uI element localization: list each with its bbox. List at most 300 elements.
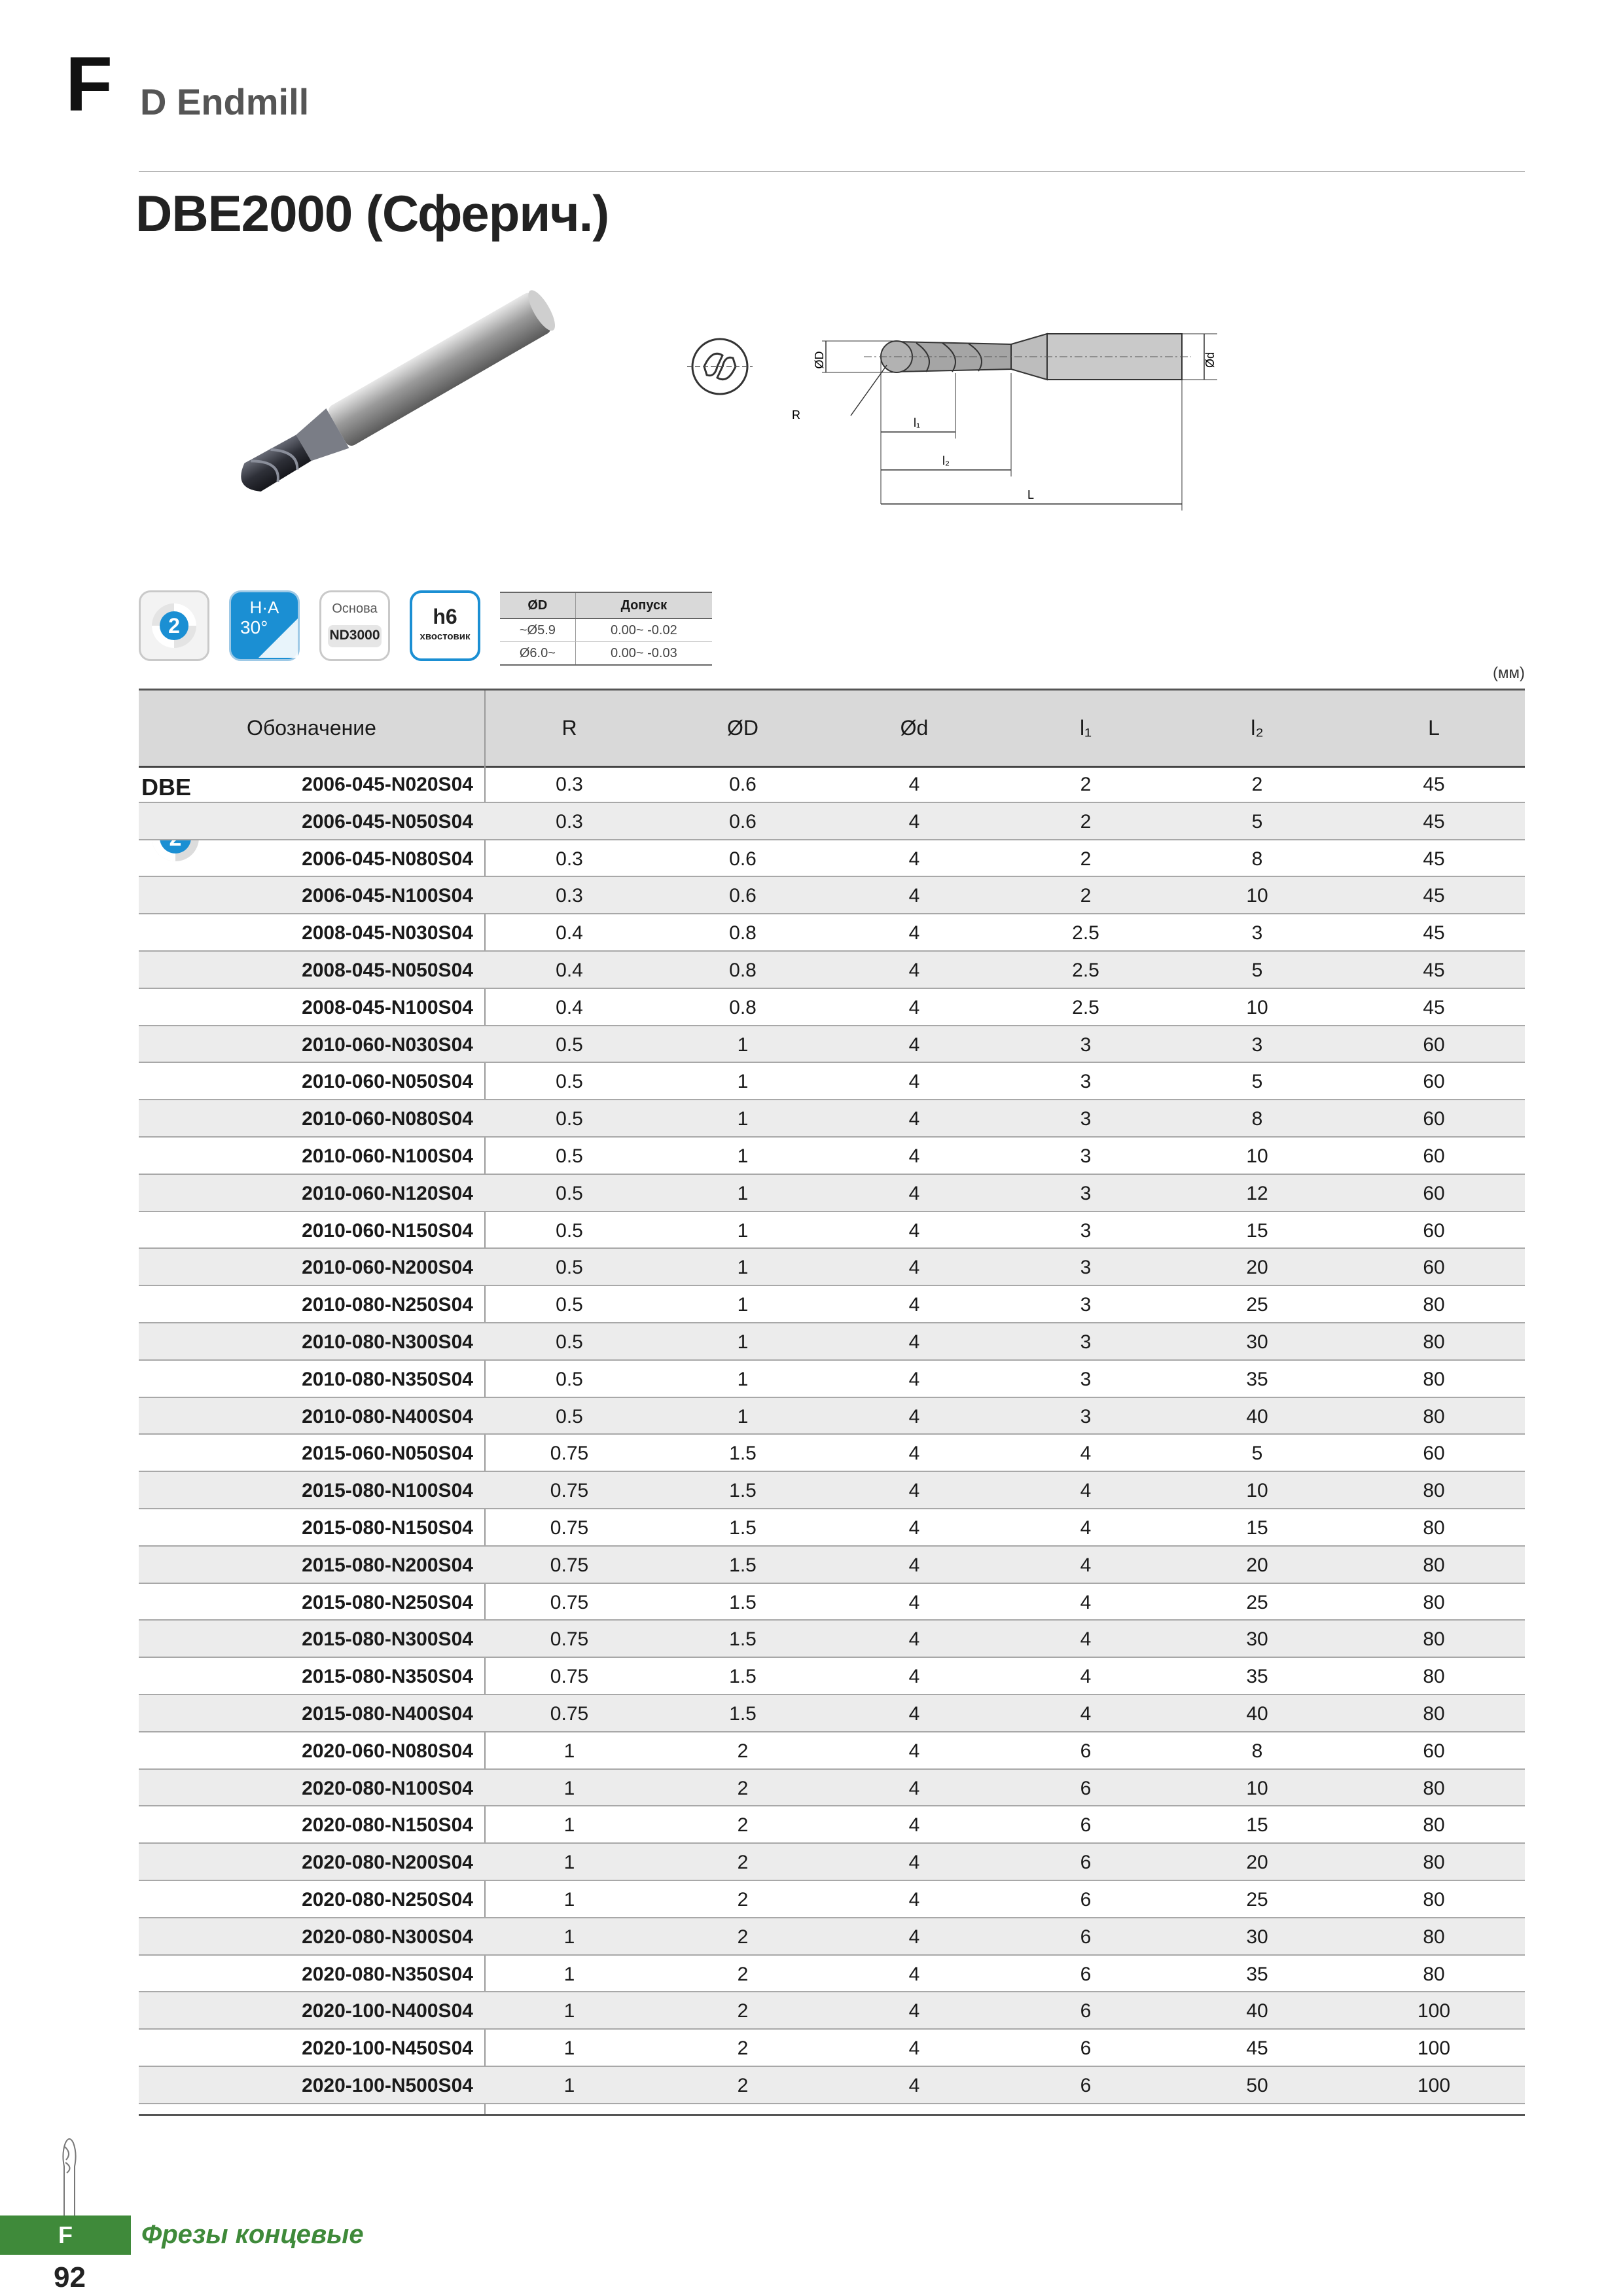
D-cell: 1	[737, 1108, 749, 1130]
l1-cell: 3	[1080, 1033, 1092, 1056]
designation-cell: 2008-045-N030S04	[302, 922, 473, 944]
d-cell: 4	[908, 1963, 920, 1985]
l2-cell: 50	[1246, 2074, 1268, 2096]
substrate-icon	[319, 590, 390, 661]
table-row	[139, 2030, 1525, 2067]
D-cell: 1	[737, 1294, 749, 1316]
table-row	[139, 1323, 1525, 1361]
designation-cell: 2010-080-N350S04	[302, 1368, 473, 1390]
designation-cell: 2015-080-N350S04	[302, 1666, 473, 1688]
L-cell: 80	[1423, 1702, 1445, 1725]
designation-cell: 2015-080-N100S04	[302, 1480, 473, 1502]
L-cell: 45	[1423, 922, 1445, 944]
d-cell: 4	[908, 1108, 920, 1130]
l2-cell: 25	[1246, 1294, 1268, 1316]
col-header-D: ØD	[727, 716, 758, 740]
table-row	[139, 1435, 1525, 1472]
D-cell: 0.8	[729, 922, 757, 944]
d-cell: 4	[908, 922, 920, 944]
l1-cell: 2.5	[1072, 959, 1099, 981]
col-header-l2: l₂	[1251, 716, 1264, 740]
d-cell: 4	[908, 1666, 920, 1688]
l1-cell: 3	[1080, 1294, 1092, 1316]
l1-cell: 2	[1080, 810, 1092, 833]
l1-cell: 6	[1080, 1852, 1092, 1874]
table-header	[139, 691, 1525, 768]
table-row	[139, 1658, 1525, 1695]
designation-cell: 2006-045-N100S04	[302, 885, 473, 907]
l1-cell: 6	[1080, 1740, 1092, 1762]
L-cell: 80	[1423, 1480, 1445, 1502]
R-cell: 1	[563, 1963, 575, 1985]
D-cell: 1	[737, 1368, 749, 1390]
L-cell: 45	[1423, 774, 1445, 795]
R-cell: 1	[563, 1777, 575, 1799]
R-cell: 0.5	[556, 1145, 583, 1167]
designation-cell: 2010-060-N050S04	[302, 1071, 473, 1093]
l1-cell: 6	[1080, 1777, 1092, 1799]
table-row	[139, 1770, 1525, 1807]
l2-cell: 2	[1251, 774, 1263, 795]
D-cell: 2	[737, 2037, 749, 2060]
l2-cell: 35	[1246, 1368, 1268, 1390]
R-cell: 0.4	[556, 996, 583, 1018]
d-cell: 4	[908, 1926, 920, 1948]
dim-L-label: L	[1027, 488, 1035, 501]
l2-cell: 10	[1246, 1145, 1268, 1167]
table-row	[139, 1695, 1525, 1732]
R-cell: 1	[563, 1814, 575, 1837]
designation-cell: 2010-080-N250S04	[302, 1294, 473, 1316]
d-cell: 4	[908, 1591, 920, 1613]
L-cell: 80	[1423, 1516, 1445, 1539]
L-cell: 80	[1423, 1554, 1445, 1576]
table-row	[139, 1472, 1525, 1509]
R-cell: 0.75	[550, 1702, 589, 1725]
designation-cell: 2015-080-N250S04	[302, 1591, 473, 1613]
R-cell: 0.75	[550, 1516, 589, 1539]
D-cell: 2	[737, 1963, 749, 1985]
D-cell: 0.8	[729, 996, 757, 1018]
table-row	[139, 840, 1525, 878]
l1-cell: 4	[1080, 1480, 1092, 1502]
L-cell: 80	[1423, 1777, 1445, 1799]
D-cell: 2	[737, 1777, 749, 1799]
l1-cell: 3	[1080, 1071, 1092, 1093]
l1-cell: 4	[1080, 1554, 1092, 1576]
product-table-body	[139, 766, 1525, 2104]
D-cell: 0.6	[729, 885, 757, 907]
table-row	[139, 1621, 1525, 1658]
d-cell: 4	[908, 2000, 920, 2022]
D-cell: 1.5	[729, 1554, 757, 1576]
d-cell: 4	[908, 1405, 920, 1427]
d-cell: 4	[908, 1071, 920, 1093]
l2-cell: 40	[1246, 2000, 1268, 2022]
l1-cell: 3	[1080, 1182, 1092, 1204]
designation-cell: 2010-060-N120S04	[302, 1182, 473, 1204]
tol-header-tolerance: Допуск	[575, 592, 712, 619]
designation-cell: 2020-060-N080S04	[302, 1740, 473, 1762]
L-cell: 80	[1423, 1926, 1445, 1948]
L-cell: 80	[1423, 1331, 1445, 1353]
L-cell: 60	[1423, 1219, 1445, 1242]
R-cell: 0.5	[556, 1108, 583, 1130]
L-cell: 60	[1423, 1033, 1445, 1056]
d-cell: 4	[908, 1368, 920, 1390]
table-row	[139, 1992, 1525, 2030]
D-cell: 1.5	[729, 1443, 757, 1465]
l1-cell: 4	[1080, 1702, 1092, 1725]
R-cell: 1	[563, 2074, 575, 2096]
l1-cell: 6	[1080, 1963, 1092, 1985]
footer-section-label: Фрезы концевые	[141, 2220, 364, 2249]
L-cell: 80	[1423, 1814, 1445, 1837]
designation-cell: 2020-100-N400S04	[302, 2000, 473, 2022]
L-cell: 45	[1423, 996, 1445, 1018]
table-row	[139, 1584, 1525, 1621]
L-cell: 80	[1423, 1666, 1445, 1688]
flute-count-icon	[139, 590, 209, 661]
l2-cell: 10	[1246, 996, 1268, 1018]
R-cell: 0.5	[556, 1257, 583, 1279]
l2-cell: 10	[1246, 885, 1268, 907]
L-cell: 45	[1423, 810, 1445, 833]
L-cell: 45	[1423, 959, 1445, 981]
tol-cell: ~Ø5.9	[500, 619, 575, 642]
table-row	[139, 1547, 1525, 1584]
R-cell: 1	[563, 1852, 575, 1874]
table-row	[139, 1026, 1525, 1064]
table-row	[139, 877, 1525, 914]
l2-cell: 5	[1251, 959, 1263, 981]
d-cell: 4	[908, 1033, 920, 1056]
D-cell: 2	[737, 2074, 749, 2096]
R-cell: 0.4	[556, 922, 583, 944]
l2-cell: 20	[1246, 1554, 1268, 1576]
l1-cell: 6	[1080, 1926, 1092, 1948]
table-row	[139, 803, 1525, 840]
designation-cell: 2020-080-N350S04	[302, 1963, 473, 1985]
d-cell: 4	[908, 959, 920, 981]
tol-cell: Ø6.0~	[500, 642, 575, 666]
footer-section-tab: F	[0, 2215, 131, 2255]
l1-cell: 4	[1080, 1443, 1092, 1465]
D-cell: 2	[737, 1852, 749, 1874]
designation-cell: 2015-060-N050S04	[302, 1443, 473, 1465]
D-cell: 1.5	[729, 1666, 757, 1688]
dimension-drawing	[785, 308, 1440, 524]
tol-cell: 0.00~ -0.03	[575, 642, 712, 666]
R-cell: 0.75	[550, 1443, 589, 1465]
l2-cell: 20	[1246, 1257, 1268, 1279]
table-row	[139, 1806, 1525, 1844]
L-cell: 80	[1423, 1405, 1445, 1427]
R-cell: 1	[563, 2000, 575, 2022]
tolerance-table	[500, 592, 712, 666]
l2-cell: 40	[1246, 1405, 1268, 1427]
section-letter: F	[65, 41, 113, 128]
table-row	[139, 1138, 1525, 1175]
tol-cell: 0.00~ -0.02	[575, 619, 712, 642]
designation-cell: 2010-060-N200S04	[302, 1257, 473, 1279]
table-row	[139, 1100, 1525, 1138]
l2-cell: 35	[1246, 1963, 1268, 1985]
col-header-d: Ød	[900, 716, 929, 740]
l1-cell: 4	[1080, 1591, 1092, 1613]
L-cell: 60	[1423, 1740, 1445, 1762]
table-row	[139, 1881, 1525, 1918]
table-row	[139, 1509, 1525, 1547]
D-cell: 1.5	[729, 1702, 757, 1725]
D-cell: 1.5	[729, 1480, 757, 1502]
col-header-designation: Обозначение	[247, 716, 376, 740]
table-row	[139, 1918, 1525, 1956]
l1-cell: 3	[1080, 1405, 1092, 1427]
d-cell: 4	[908, 2037, 920, 2060]
L-cell: 80	[1423, 1852, 1445, 1874]
header-divider	[139, 171, 1525, 172]
D-cell: 2	[737, 2000, 749, 2022]
d-cell: 4	[908, 2074, 920, 2096]
l2-cell: 10	[1246, 1777, 1268, 1799]
table-row	[139, 1361, 1525, 1398]
l2-cell: 12	[1246, 1182, 1268, 1204]
l2-cell: 20	[1246, 1852, 1268, 1874]
l1-cell: 6	[1080, 2074, 1092, 2096]
designation-cell: 2008-045-N050S04	[302, 959, 473, 981]
D-cell: 1.5	[729, 1516, 757, 1539]
designation-cell: 2006-045-N020S04	[302, 774, 473, 795]
D-cell: 0.6	[729, 810, 757, 833]
l2-cell: 10	[1246, 1480, 1268, 1502]
designation-cell: 2010-080-N300S04	[302, 1331, 473, 1353]
R-cell: 0.5	[556, 1219, 583, 1242]
R-cell: 0.5	[556, 1071, 583, 1093]
R-cell: 0.5	[556, 1294, 583, 1316]
helix-angle-value: 30°	[240, 617, 268, 637]
L-cell: 60	[1423, 1182, 1445, 1204]
d-cell: 4	[908, 1182, 920, 1204]
l1-cell: 3	[1080, 1331, 1092, 1353]
L-cell: 80	[1423, 1963, 1445, 1985]
D-cell: 1	[737, 1071, 749, 1093]
designation-cell: 2010-060-N150S04	[302, 1219, 473, 1242]
designation-cell: 2020-100-N450S04	[302, 2037, 473, 2060]
table-row	[139, 766, 1525, 803]
l1-cell: 2	[1080, 885, 1092, 907]
table-row	[139, 1398, 1525, 1435]
helix-label: H·A	[249, 598, 279, 617]
table-bottom-rule	[139, 2114, 1525, 2116]
table-row	[139, 1212, 1525, 1249]
dim-R-label: R	[792, 408, 800, 422]
D-cell: 2	[737, 1888, 749, 1910]
L-cell: 100	[1417, 2074, 1451, 2096]
designation-cell: 2015-080-N400S04	[302, 1702, 473, 1725]
L-cell: 80	[1423, 1888, 1445, 1910]
L-cell: 80	[1423, 1294, 1445, 1316]
l1-cell: 3	[1080, 1257, 1092, 1279]
l2-cell: 40	[1246, 1702, 1268, 1725]
L-cell: 60	[1423, 1071, 1445, 1093]
l2-cell: 5	[1251, 810, 1263, 833]
D-cell: 1.5	[729, 1628, 757, 1651]
L-cell: 45	[1423, 848, 1445, 870]
R-cell: 0.3	[556, 810, 583, 833]
col-header-l1: l₁	[1080, 716, 1092, 740]
designation-cell: 2010-060-N100S04	[302, 1145, 473, 1167]
R-cell: 0.75	[550, 1591, 589, 1613]
endmill-photo	[196, 281, 589, 504]
R-cell: 1	[563, 2037, 575, 2060]
d-cell: 4	[908, 1257, 920, 1279]
R-cell: 0.5	[556, 1182, 583, 1204]
D-cell: 1	[737, 1257, 749, 1279]
dim-l1-label: l₁	[914, 416, 921, 429]
designation-cell: 2006-045-N080S04	[302, 848, 473, 870]
l2-cell: 3	[1251, 1033, 1263, 1056]
L-cell: 100	[1417, 2000, 1451, 2022]
designation-cell: 2020-080-N300S04	[302, 1926, 473, 1948]
l1-cell: 6	[1080, 2000, 1092, 2022]
col-header-L: L	[1428, 716, 1440, 740]
designation-cell: 2008-045-N100S04	[302, 996, 473, 1018]
l2-cell: 15	[1246, 1219, 1268, 1242]
D-cell: 0.8	[729, 959, 757, 981]
l1-cell: 2	[1080, 774, 1092, 795]
section-name: D Endmill	[140, 81, 310, 122]
l1-cell: 2.5	[1072, 996, 1099, 1018]
L-cell: 60	[1423, 1108, 1445, 1130]
D-cell: 1	[737, 1033, 749, 1056]
designation-cell: 2020-080-N250S04	[302, 1888, 473, 1910]
l2-cell: 8	[1251, 848, 1263, 870]
table-row	[139, 1286, 1525, 1323]
l2-cell: 5	[1251, 1071, 1263, 1093]
d-cell: 4	[908, 1294, 920, 1316]
L-cell: 60	[1423, 1443, 1445, 1465]
table-row	[139, 2067, 1525, 2104]
l1-cell: 2.5	[1072, 922, 1099, 944]
d-cell: 4	[908, 1443, 920, 1465]
l2-cell: 30	[1246, 1331, 1268, 1353]
l2-cell: 3	[1251, 922, 1263, 944]
d-cell: 4	[908, 1628, 920, 1651]
L-cell: 100	[1417, 2037, 1451, 2060]
R-cell: 0.5	[556, 1033, 583, 1056]
d-cell: 4	[908, 1777, 920, 1799]
designation-cell: 2015-080-N200S04	[302, 1554, 473, 1576]
R-cell: 0.4	[556, 959, 583, 981]
endmill-front-view	[681, 331, 759, 403]
L-cell: 80	[1423, 1591, 1445, 1613]
L-cell: 80	[1423, 1368, 1445, 1390]
l1-cell: 4	[1080, 1666, 1092, 1688]
l2-cell: 30	[1246, 1926, 1268, 1948]
R-cell: 0.75	[550, 1480, 589, 1502]
d-cell: 4	[908, 1554, 920, 1576]
d-cell: 4	[908, 1516, 920, 1539]
R-cell: 0.3	[556, 885, 583, 907]
D-cell: 1	[737, 1405, 749, 1427]
R-cell: 0.3	[556, 774, 583, 795]
page-title: DBE2000 (Сферич.)	[135, 185, 609, 242]
l1-cell: 3	[1080, 1368, 1092, 1390]
d-cell: 4	[908, 1145, 920, 1167]
l1-cell: 4	[1080, 1628, 1092, 1651]
tol-header-d: ØD	[500, 592, 575, 619]
l2-cell: 15	[1246, 1516, 1268, 1539]
D-cell: 1	[737, 1182, 749, 1204]
d-cell: 4	[908, 810, 920, 833]
L-cell: 60	[1423, 1145, 1445, 1167]
col-header-R: R	[562, 716, 577, 740]
D-cell: 1	[737, 1145, 749, 1167]
d-cell: 4	[908, 885, 920, 907]
table-row	[139, 1175, 1525, 1212]
shank-tolerance-icon	[410, 590, 480, 661]
substrate-value: ND3000	[329, 628, 380, 643]
d-cell: 4	[908, 1740, 920, 1762]
L-cell: 80	[1423, 1628, 1445, 1651]
R-cell: 0.75	[550, 1628, 589, 1651]
l1-cell: 2	[1080, 848, 1092, 870]
d-cell: 4	[908, 1331, 920, 1353]
R-cell: 0.75	[550, 1666, 589, 1688]
designation-cell: 2020-080-N100S04	[302, 1777, 473, 1799]
d-cell: 4	[908, 848, 920, 870]
endmill-tab-icon	[56, 2134, 82, 2219]
l1-cell: 6	[1080, 1888, 1092, 1910]
l2-cell: 35	[1246, 1666, 1268, 1688]
unit-label: (мм)	[1493, 664, 1525, 682]
dim-l2-label: l₂	[942, 454, 950, 467]
d-cell: 4	[908, 1480, 920, 1502]
table-row	[139, 952, 1525, 989]
D-cell: 0.6	[729, 774, 757, 795]
dim-D-label: ØD	[813, 351, 826, 369]
designation-cell: 2006-045-N050S04	[302, 810, 473, 833]
designation-cell: 2020-100-N500S04	[302, 2074, 473, 2096]
R-cell: 1	[563, 1926, 575, 1948]
R-cell: 0.3	[556, 848, 583, 870]
table-row	[139, 914, 1525, 952]
flute-count-value: 2	[168, 614, 180, 637]
table-row	[139, 1249, 1525, 1286]
designation-cell: 2020-080-N200S04	[302, 1852, 473, 1874]
l1-cell: 3	[1080, 1219, 1092, 1242]
l2-cell: 15	[1246, 1814, 1268, 1837]
helix-angle-icon	[229, 590, 300, 661]
designation-cell: 2015-080-N300S04	[302, 1628, 473, 1651]
D-cell: 0.6	[729, 848, 757, 870]
shank-tolerance-value: h6	[433, 605, 457, 628]
R-cell: 0.5	[556, 1331, 583, 1353]
l1-cell: 6	[1080, 1814, 1092, 1837]
table-row	[139, 1956, 1525, 1993]
l1-cell: 4	[1080, 1516, 1092, 1539]
l2-cell: 45	[1246, 2037, 1268, 2060]
designation-cell: 2015-080-N150S04	[302, 1516, 473, 1539]
d-cell: 4	[908, 774, 920, 795]
dim-d-label: Ød	[1204, 351, 1217, 368]
designation-cell: 2010-080-N400S04	[302, 1405, 473, 1427]
L-cell: 45	[1423, 885, 1445, 907]
table-row	[139, 989, 1525, 1026]
l2-cell: 8	[1251, 1740, 1263, 1762]
D-cell: 2	[737, 1814, 749, 1837]
